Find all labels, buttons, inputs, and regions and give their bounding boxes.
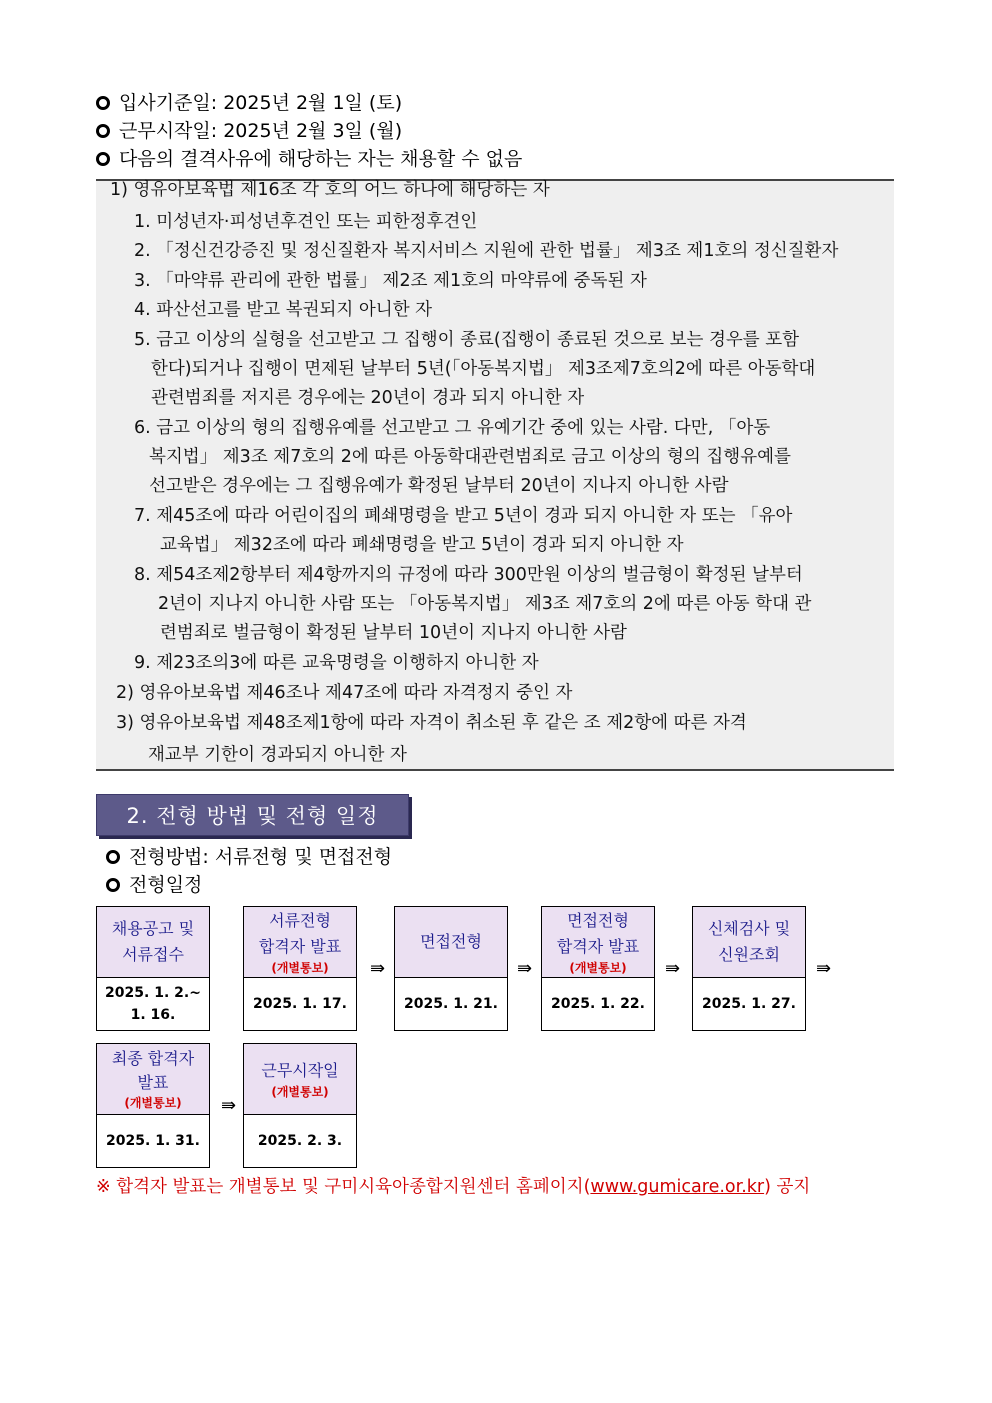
disq-line: 1) 영유아보육법 제16조 각 호의 어느 하나에 해당하는 자	[110, 180, 550, 200]
bullet-disqualification	[96, 147, 522, 171]
disq-line: 2. 「정신건강증진 및 정신질환자 복지서비스 지원에 관한 법률」 제3조 제1호의 정신질환자	[134, 241, 839, 261]
disq-line: 6. 금고 이상의 형의 집행유예를 선고받고 그 유예기간 중에 있는 사람. 다만, 「아동	[134, 418, 771, 438]
disq-line: 5. 금고 이상의 실형을 선고받고 그 집행이 종료(집행이 종료된 것으로 보는 경우를 포함	[134, 330, 800, 350]
bullet-text: 전형일정	[129, 874, 203, 896]
schedule-step	[96, 1043, 210, 1168]
disq-line: 관련범죄를 저지른 경우에는 20년이 경과 되지 아니한 자	[151, 388, 585, 408]
step-note: (개별통보)	[124, 1096, 182, 1110]
disq-line: 4. 파산선고를 받고 복권되지 아니한 자	[134, 300, 433, 320]
step-title: 면접전형 합격자 발표	[556, 911, 640, 956]
arrow-icon: ⇛	[517, 958, 533, 979]
disq-line: 교육법」 제32조에 따라 폐쇄명령을 받고 5년이 경과 되지 아니한 자	[160, 535, 684, 555]
disq-line: 재교부 기한이 경과되지 아니한 자	[148, 745, 407, 765]
disq-line: 3) 영유아보육법 제48조제1항에 따라 자격이 취소된 후 같은 조 제2항에 따른 자격	[116, 713, 747, 733]
bullet-text: 입사기준일: 2025년 2월 1일 (토)	[119, 92, 403, 114]
disq-line: 한다)되거나 집행이 면제된 날부터 5년(「아동복지법」 제3조제7호의2에 따른 아동학대	[151, 359, 816, 379]
disq-line: 1. 미성년자·피성년후견인 또는 피한정후견인	[134, 212, 478, 232]
step-note: (개별통보)	[271, 961, 329, 975]
step-title: 신체검사 및 신원조회	[707, 919, 791, 964]
step-date: 2025. 1. 17.	[253, 996, 347, 1012]
notice-prefix: ※ 합격자 발표는 개별통보 및 구미시육아종합지원센터 홈페이지(	[96, 1177, 591, 1197]
step-title: 서류전형 합격자 발표	[258, 911, 342, 956]
step-title: 채용공고 및 서류접수	[111, 919, 195, 964]
bullet-text: 다음의 결격사유에 해당하는 자는 채용할 수 없음	[119, 148, 523, 170]
circle-bullet-icon	[96, 96, 110, 110]
circle-bullet-icon	[106, 878, 120, 892]
homepage-link[interactable]: www.gumicare.or.kr	[590, 1177, 765, 1197]
schedule-step	[692, 906, 806, 1031]
disq-line: 9. 제23조의3에 따른 교육명령을 이행하지 아니한 자	[134, 653, 539, 673]
disq-line: 련범죄로 벌금형이 확정된 날부터 10년이 지나지 아니한 사람	[160, 623, 627, 643]
disq-line: 8. 제54조제2항부터 제4항까지의 규정에 따라 300만원 이상의 벌금형이 확정된 날부터	[134, 565, 803, 585]
step-note: (개별통보)	[271, 1085, 329, 1099]
announcement-notice	[96, 1175, 810, 1199]
arrow-icon: ⇛	[221, 1095, 237, 1116]
schedule-step	[243, 906, 357, 1031]
step-title: 근무시작일	[261, 1061, 339, 1080]
circle-bullet-icon	[96, 152, 110, 166]
disq-line: 선고받은 경우에는 그 집행유예가 확정된 날부터 20년이 지나지 아니한 사람	[149, 476, 729, 496]
arrow-icon: ⇛	[370, 958, 386, 979]
step-date: 2025. 2. 3.	[257, 1133, 343, 1149]
arrow-icon: ⇛	[665, 958, 681, 979]
arrow-icon: ⇛	[816, 958, 832, 979]
step-date: 2025. 1. 2.~ 1. 16.	[105, 985, 201, 1023]
section-title: 2. 전형 방법 및 전형 일정	[96, 794, 409, 836]
bullet-method	[106, 845, 392, 869]
step-date: 2025. 1. 27.	[702, 996, 796, 1012]
disq-line: 2년이 지나지 아니한 사람 또는 「아동복지법」 제3조 제7호의 2에 따른 아동 학대 관	[158, 594, 812, 614]
bullet-text: 근무시작일: 2025년 2월 3일 (월)	[119, 120, 403, 142]
disq-line: 7. 제45조에 따라 어린이집의 폐쇄명령을 받고 5년이 경과 되지 아니한 자 또는 「유아	[134, 506, 793, 526]
step-date: 2025. 1. 21.	[404, 996, 498, 1012]
bullet-text: 전형방법: 서류전형 및 면접전형	[129, 846, 393, 868]
disq-line: 2) 영유아보육법 제46조나 제47조에 따라 자격정지 중인 자	[116, 683, 573, 703]
disq-line: 3. 「마약류 관리에 관한 법률」 제2조 제1호의 마약류에 중독된 자	[134, 271, 647, 291]
step-note: (개별통보)	[569, 961, 627, 975]
bullet-hire-date	[96, 91, 402, 115]
bullet-schedule	[106, 873, 202, 897]
disqualification-box	[96, 179, 894, 771]
schedule-step	[541, 906, 655, 1031]
circle-bullet-icon	[106, 850, 120, 864]
disq-line: 복지법」 제3조 제7호의 2에 따른 아동학대관련범죄로 금고 이상의 형의 집행유예를	[149, 447, 791, 467]
circle-bullet-icon	[96, 124, 110, 138]
schedule-step	[243, 1043, 357, 1168]
schedule-step	[96, 906, 210, 1031]
bullet-start-date	[96, 119, 402, 143]
step-title: 최종 합격자 발표	[111, 1049, 195, 1092]
schedule-step	[394, 906, 508, 1031]
step-title: 면접전형	[420, 932, 482, 951]
step-date: 2025. 1. 22.	[551, 996, 645, 1012]
step-date: 2025. 1. 31.	[106, 1133, 200, 1149]
notice-suffix: ) 공지	[764, 1177, 811, 1197]
